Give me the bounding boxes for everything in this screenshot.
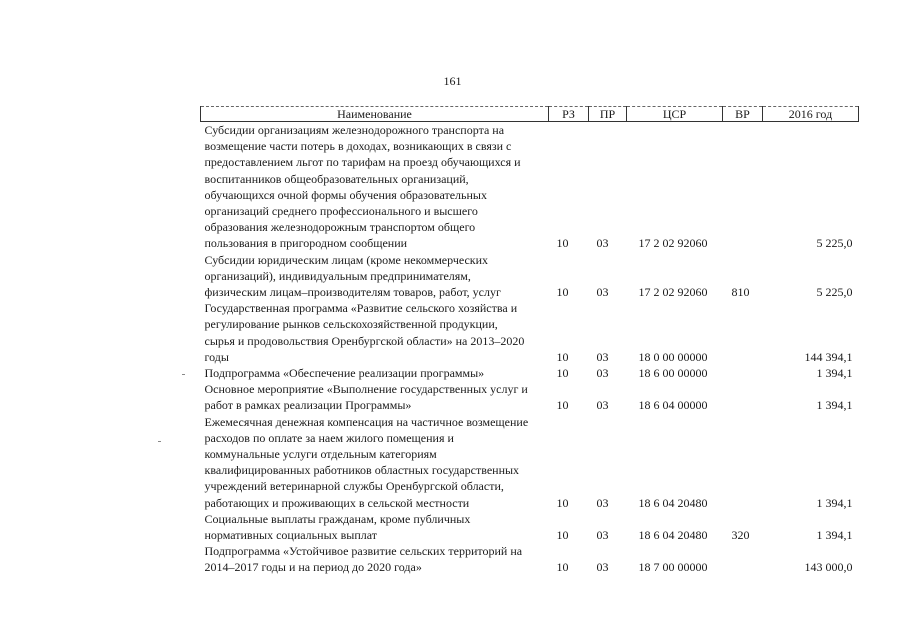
row-name: Субсидии организациям железнодорожного транспорта на возмещение части потерь в доходах, возникающих в связи с предоставлением льгот по тарифам на проезд обучающихся и воспитанников общеобразовательных организаций, обучающихся очной формы обучения образовательных организаций среднего профессионального и высшего образования железнодорожным транспортом общего пользования в пригородном сообщении: [204, 123, 521, 251]
row-pr: 03: [596, 349, 609, 364]
row-pr: 03: [596, 398, 609, 413]
row-name: Субсидии юридическим лицам (кроме некоммерческих организаций), индивидуальным предпринимателям, физическим лицам–производителям товаров, работ, услуг: [204, 252, 501, 300]
row-name: Основное мероприятие «Выполнение государственных услуг и работ в рамках реализации Программы»: [204, 382, 528, 413]
row-amount: 1 394,1: [816, 495, 853, 510]
table-header: [201, 107, 859, 122]
budget-table: [200, 106, 859, 576]
row-pr: 03: [596, 236, 609, 251]
row-amount: 1 394,1: [816, 398, 853, 413]
row-csr: 17 2 02 92060: [638, 285, 708, 300]
margin-mark: [182, 374, 185, 375]
table-row: [201, 300, 859, 365]
row-csr: 18 6 04 00000: [638, 398, 708, 413]
row-vr: [723, 122, 763, 252]
row-vr: 810: [731, 285, 750, 300]
row-amount: 5 225,0: [816, 236, 853, 251]
row-rz: 10: [556, 236, 569, 251]
row-rz: 10: [556, 349, 569, 364]
row-csr: 18 6 00 00000: [638, 366, 708, 381]
row-pr: 03: [596, 560, 609, 575]
header-vr: ВР: [723, 107, 763, 122]
row-rz: 10: [556, 366, 569, 381]
row-vr: [723, 381, 763, 413]
row-rz: 10: [556, 560, 569, 575]
table-body: [201, 122, 859, 576]
row-rz: 10: [556, 285, 569, 300]
row-rz: 10: [556, 398, 569, 413]
header-name: Наименование: [201, 107, 549, 122]
margin-mark: [158, 441, 161, 442]
row-name: Ежемесячная денежная компенсация на частичное возмещение расходов по оплате за наем жилого помещения и коммунальные услуги отдельным категориям квалифицированных работников областных государственных учреждений ветеринарной службы Оренбургской области, работающих и проживающих в сельской местности: [204, 414, 529, 510]
row-name: Государственная программа «Развитие сельского хозяйства и регулирование рынков сельскохозяйственной продукции, сырья и продовольствия Оренбургской области» на 2013–2020 годы: [204, 301, 525, 364]
header-rz: РЗ: [549, 107, 589, 122]
row-name: Подпрограмма «Обеспечение реализации программы»: [204, 366, 485, 381]
row-csr: 17 2 02 92060: [638, 236, 708, 251]
page-number: 161: [443, 74, 462, 88]
table-row: [201, 365, 859, 381]
row-name: Социальные выплаты гражданам, кроме публичных нормативных социальных выплат: [204, 511, 471, 543]
row-pr: 03: [596, 285, 609, 300]
row-pr: 03: [596, 366, 609, 381]
row-rz: 10: [556, 495, 569, 510]
row-amount: 1 394,1: [816, 528, 853, 543]
row-csr: 18 0 00 00000: [638, 349, 708, 364]
row-vr: [723, 414, 763, 511]
row-vr: [723, 543, 763, 575]
header-pr: ПР: [589, 107, 627, 122]
row-pr: 03: [596, 495, 609, 510]
row-vr: 320: [731, 528, 750, 543]
header-csr: ЦСР: [627, 107, 723, 122]
row-amount: 1 394,1: [816, 366, 853, 381]
row-csr: 18 6 04 20480: [638, 528, 708, 543]
table-row: [201, 381, 859, 413]
row-amount: 5 225,0: [816, 285, 853, 300]
table-row: [201, 543, 859, 575]
row-vr: [723, 365, 763, 381]
row-rz: 10: [556, 528, 569, 543]
table-row: [201, 122, 859, 252]
table-row: [201, 511, 859, 543]
row-amount: 143 000,0: [804, 560, 853, 575]
row-csr: 18 6 04 20480: [638, 495, 708, 510]
row-vr: [723, 300, 763, 365]
row-pr: 03: [596, 528, 609, 543]
row-amount: 144 394,1: [804, 349, 853, 364]
header-row: [201, 107, 859, 122]
table-row: [201, 252, 859, 301]
header-year: 2016 год: [763, 107, 859, 122]
row-name: Подпрограмма «Устойчивое развитие сельских территорий на 2014–2017 годы и на период до 2020 года»: [204, 544, 523, 575]
table-row: [201, 414, 859, 511]
row-csr: 18 7 00 00000: [638, 560, 708, 575]
